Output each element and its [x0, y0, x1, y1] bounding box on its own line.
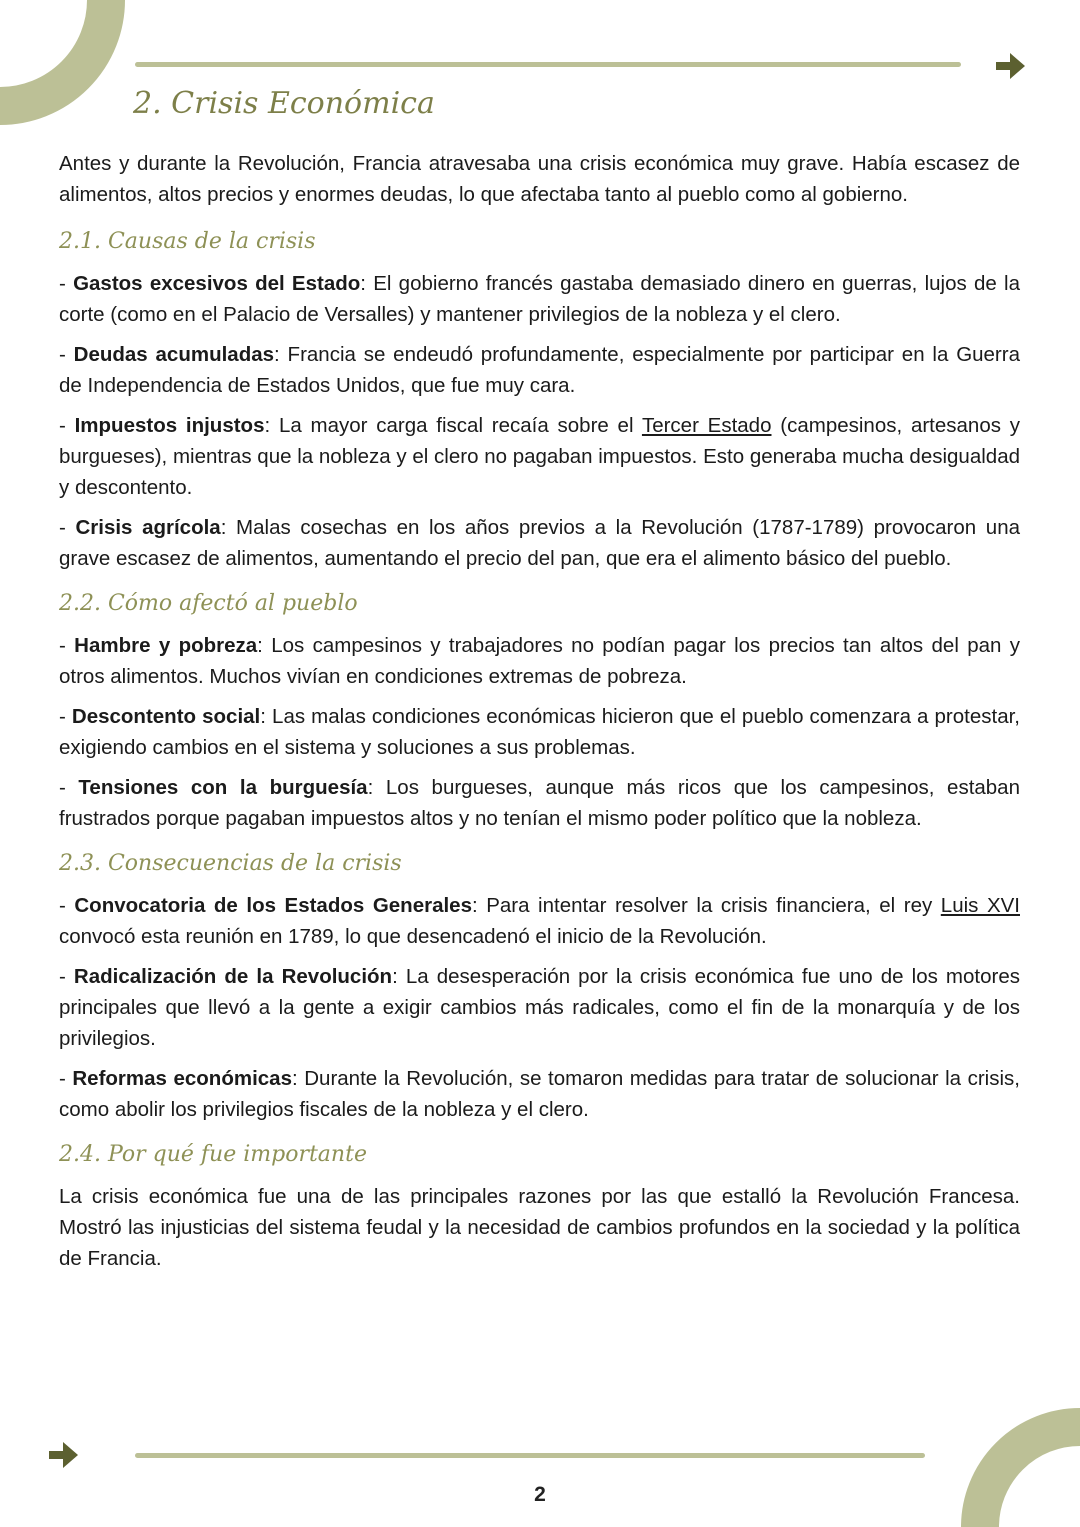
- section-effects: [59, 588, 1020, 834]
- item-term: Crisis agrícola: [75, 516, 221, 539]
- list-item: - Gastos excesivos del Estado: El gobierno francés gastaba demasiado dinero en guerras, lujos de la corte (como en el Palacio de Versalles) y mantener privilegios de la nobleza y el clero.: [59, 272, 1020, 326]
- item-text: Los campesinos y trabajadores no podían pagar los precios tan altos del pan y otros alimentos. Muchos vivían en condiciones extremas de pobreza.: [59, 634, 1020, 688]
- item-text: Para intentar resolver la crisis financiera, el rey: [486, 894, 933, 917]
- section-heading: 2.2. Cómo afectó al pueblo: [59, 591, 358, 616]
- item-term: Hambre y pobreza: [74, 634, 258, 657]
- list-item: - Descontento social: Las malas condiciones económicas hicieron que el pueblo comenzara a protestar, exigiendo cambios en el sistema y soluciones a sus problemas.: [59, 705, 1020, 759]
- document-body: [59, 148, 1020, 1288]
- section-heading: 2.1. Causas de la crisis: [59, 229, 316, 254]
- item-text: La desesperación por la crisis económica fue uno de los motores principales que llevó a la gente a exigir cambios más radicales, como el fin de la monarquía y de los privilegios.: [59, 965, 1020, 1050]
- page-number: 2: [534, 1483, 546, 1506]
- item-text: Malas cosechas en los años previos a la Revolución (1787-1789) provocaron una grave escasez de alimentos, aumentando el precio del pan, que era el alimento básico del pueblo.: [59, 516, 1020, 570]
- list-item: - Crisis agrícola: Malas cosechas en los años previos a la Revolución (1787-1789) provocaron una grave escasez de alimentos, aumentando el precio del pan, que era el alimento básico del pueblo.: [59, 516, 1020, 570]
- item-text: Francia se endeudó profundamente, especialmente por participar en la Guerra de Independencia de Estados Unidos, que fue muy cara.: [59, 343, 1020, 397]
- item-text: Los burgueses, aunque más ricos que los campesinos, estaban frustrados porque pagaban impuestos altos y no tenían el mismo poder político que la nobleza.: [59, 776, 1020, 830]
- item-term: Gastos excesivos del Estado: [73, 272, 361, 295]
- list-item: - Impuestos injustos: La mayor carga fiscal recaía sobre el Tercer Estado (campesinos, artesanos y burgueses), mientras que la nobleza y el clero no pagaban impuestos. Esto generaba mucha desigualdad y descontento.: [59, 414, 1020, 499]
- section-importance: [59, 1139, 1020, 1274]
- item-term: Tensiones con la burguesía: [78, 776, 368, 799]
- item-text: (campesinos, artesanos y burgueses), mientras que la nobleza y el clero no pagaban impuestos. Esto generaba mucha desigualdad y descontento.: [59, 414, 1020, 499]
- tercer-estado-link[interactable]: Tercer Estado: [641, 414, 772, 437]
- corner-arc-bottom-right: [950, 1400, 1080, 1527]
- luis-xvi-link[interactable]: Luis XVI: [940, 894, 1020, 917]
- bottom-divider: [135, 1453, 925, 1458]
- item-text: convocó esta reunión en 1789, lo que desencadenó el inicio de la Revolución.: [59, 925, 767, 948]
- top-divider: [135, 62, 961, 67]
- arrow-right-icon: [46, 1438, 80, 1472]
- list-item: - Radicalización de la Revolución: La desesperación por la crisis económica fue uno de los motores principales que llevó a la gente a exigir cambios más radicales, como el fin de la monarquía y de los privilegios.: [59, 965, 1020, 1050]
- item-text: El gobierno francés gastaba demasiado dinero en guerras, lujos de la corte (como en el Palacio de Versalles) y mantener privilegios de la nobleza y el clero.: [59, 272, 1020, 326]
- section-heading: 2.3. Consecuencias de la crisis: [59, 851, 402, 876]
- item-term: Reformas económicas: [72, 1067, 292, 1090]
- item-text: Durante la Revolución, se tomaron medidas para tratar de solucionar la crisis, como abolir los privilegios fiscales de la nobleza y el clero.: [59, 1067, 1020, 1121]
- item-text: Las malas condiciones económicas hicieron que el pueblo comenzara a protestar, exigiendo cambios en el sistema y soluciones a sus problemas.: [59, 705, 1020, 759]
- item-term: Radicalización de la Revolución: [73, 965, 393, 988]
- section-consequences: [59, 848, 1020, 1125]
- arrow-right-icon: [993, 49, 1027, 83]
- list-item: - Convocatoria de los Estados Generales: Para intentar resolver la crisis financiera, el rey Luis XVI convocó esta reunión en 1789, lo que desencadenó el inicio de la Revolución.: [59, 894, 1020, 948]
- item-term: Impuestos injustos: [74, 414, 265, 437]
- section-heading: 2.4. Por qué fue importante: [59, 1142, 367, 1167]
- corner-arc-top-left: [0, 0, 130, 135]
- item-text: La mayor carga fiscal recaía sobre el: [278, 414, 634, 437]
- page-title: 2. Crisis Económica: [133, 86, 435, 121]
- list-item: - Hambre y pobreza: Los campesinos y trabajadores no podían pagar los precios tan altos del pan y otros alimentos. Muchos vivían en condiciones extremas de pobreza.: [59, 634, 1020, 688]
- list-item: - Tensiones con la burguesía: Los burgueses, aunque más ricos que los campesinos, estaban frustrados porque pagaban impuestos altos y no tenían el mismo poder político que la nobleza.: [59, 776, 1020, 830]
- item-term: Convocatoria de los Estados Generales: [74, 894, 472, 917]
- intro-paragraph: Antes y durante la Revolución, Francia atravesaba una crisis económica muy grave. Había escasez de alimentos, altos precios y enormes deudas, lo que afectaba tanto al pueblo como al gobierno.: [59, 152, 1020, 206]
- item-term: Deudas acumuladas: [73, 343, 275, 366]
- list-item: - Deudas acumuladas: Francia se endeudó profundamente, especialmente por participar en la Guerra de Independencia de Estados Unidos, que fue muy cara.: [59, 343, 1020, 397]
- importance-paragraph: La crisis económica fue una de las principales razones por las que estalló la Revolución Francesa. Mostró las injusticias del sistema feudal y la necesidad de cambios profundos en la sociedad y la política de Francia.: [59, 1185, 1020, 1270]
- section-causes: [59, 226, 1020, 574]
- list-item: - Reformas económicas: Durante la Revolución, se tomaron medidas para tratar de solucionar la crisis, como abolir los privilegios fiscales de la nobleza y el clero.: [59, 1067, 1020, 1121]
- item-term: Descontento social: [71, 705, 261, 728]
